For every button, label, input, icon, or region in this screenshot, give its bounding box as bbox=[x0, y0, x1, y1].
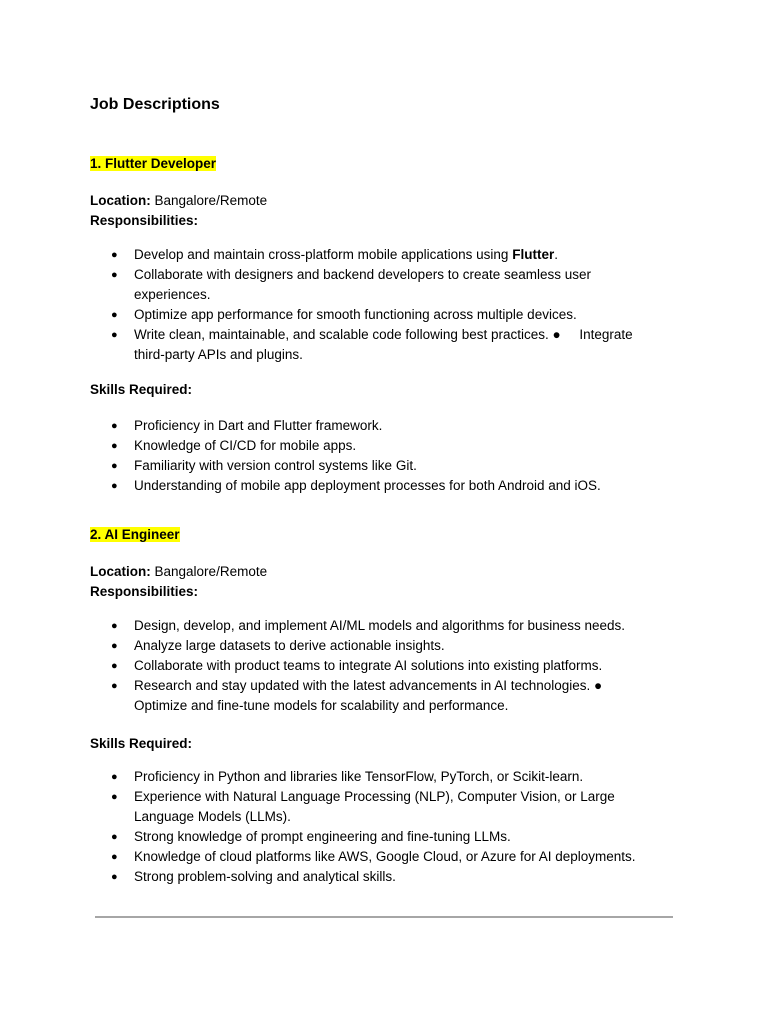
list-item-text: Strong knowledge of prompt engineering and fine-tuning LLMs. bbox=[134, 829, 511, 844]
job-heading-flutter bbox=[90, 155, 216, 173]
job-heading-ai-engineer bbox=[90, 526, 180, 544]
list-item-text: Proficiency in Dart and Flutter framework. bbox=[134, 418, 383, 433]
job-meta-flutter bbox=[90, 191, 690, 231]
bullet-icon: ● bbox=[111, 871, 118, 883]
bullet-icon: ● bbox=[111, 640, 118, 652]
list-item bbox=[90, 847, 650, 867]
list-item bbox=[90, 476, 650, 496]
list-item bbox=[90, 827, 650, 847]
list-item-text: Optimize app performance for smooth functioning across multiple devices. bbox=[134, 307, 577, 322]
list-item bbox=[90, 656, 650, 676]
bullet-icon: ● bbox=[111, 771, 118, 783]
list-item bbox=[90, 265, 650, 305]
bullet-icon: ● bbox=[111, 831, 118, 843]
list-item-text: Write clean, maintainable, and scalable code following best practices. ● Integrate third-party APIs and plugins. bbox=[134, 327, 633, 362]
list-item-text: Collaborate with product teams to integrate AI solutions into existing platforms. bbox=[134, 658, 603, 673]
skills-label: Skills Required: bbox=[90, 382, 193, 397]
list-item bbox=[90, 305, 650, 325]
skills-label: Skills Required: bbox=[90, 736, 193, 751]
location-line bbox=[90, 562, 690, 582]
list-item bbox=[90, 787, 650, 827]
location-label: Location: bbox=[90, 564, 151, 579]
skills-list bbox=[90, 767, 650, 887]
responsibilities-label bbox=[90, 582, 690, 602]
skills-list bbox=[90, 416, 650, 496]
bullet-icon: ● bbox=[111, 269, 118, 281]
job-heading-text: 2. AI Engineer bbox=[90, 527, 180, 542]
bullet-icon: ● bbox=[111, 249, 118, 261]
bullet-icon: ● bbox=[111, 791, 118, 803]
list-item bbox=[90, 867, 650, 887]
list-item bbox=[90, 456, 650, 476]
bullet-icon: ● bbox=[111, 329, 118, 341]
job-meta-ai-engineer bbox=[90, 562, 690, 602]
list-item bbox=[90, 616, 650, 636]
list-item bbox=[90, 636, 650, 656]
list-item: ● Develop and maintain cross-platform mobile applications using Flutter. bbox=[90, 245, 650, 265]
bullet-icon: ● bbox=[111, 851, 118, 863]
responsibilities-list bbox=[90, 245, 650, 365]
list-item-text: Familiarity with version control systems like Git. bbox=[134, 458, 417, 473]
list-item bbox=[90, 325, 650, 365]
bullet-icon: ● bbox=[111, 440, 118, 452]
list-item bbox=[90, 767, 650, 787]
responsibilities-label-text: Responsibilities: bbox=[90, 213, 199, 228]
responsibilities-label bbox=[90, 211, 690, 231]
bullet-icon: ● bbox=[111, 309, 118, 321]
list-item-text: Design, develop, and implement AI/ML models and algorithms for business needs. bbox=[134, 618, 626, 633]
bullet-icon: ● bbox=[111, 420, 118, 432]
list-item bbox=[90, 436, 650, 456]
bullet-icon: ● bbox=[111, 680, 118, 692]
bullet-icon: ● bbox=[111, 620, 118, 632]
bullet-icon: ● bbox=[111, 660, 118, 672]
list-item bbox=[90, 676, 650, 716]
list-item-text: Analyze large datasets to derive actionable insights. bbox=[134, 638, 445, 653]
list-item bbox=[90, 416, 650, 436]
horizontal-divider bbox=[95, 916, 673, 918]
page-title: Job Descriptions bbox=[90, 96, 220, 113]
list-item-text: Develop and maintain cross-platform mobile applications using bbox=[134, 247, 513, 262]
list-item-text: Strong problem-solving and analytical skills. bbox=[134, 869, 396, 884]
responsibilities-label-text: Responsibilities: bbox=[90, 584, 199, 599]
emphasis-text: Flutter bbox=[512, 247, 555, 262]
bullet-icon: ● bbox=[111, 460, 118, 472]
list-item-text: Knowledge of cloud platforms like AWS, Google Cloud, or Azure for AI deployments. bbox=[134, 849, 636, 864]
location-label: Location: bbox=[90, 193, 151, 208]
bullet-icon: ● bbox=[111, 480, 118, 492]
list-item-text: Proficiency in Python and libraries like TensorFlow, PyTorch, or Scikit-learn. bbox=[134, 769, 584, 784]
list-item-text: Understanding of mobile app deployment processes for both Android and iOS. bbox=[134, 478, 601, 493]
location-line bbox=[90, 191, 690, 211]
location-value: Bangalore/Remote bbox=[154, 193, 268, 208]
job-heading-text: 1. Flutter Developer bbox=[90, 156, 217, 171]
list-item-text: Experience with Natural Language Processing (NLP), Computer Vision, or Large Language Models (LLMs). bbox=[134, 789, 615, 824]
list-item-text: Knowledge of CI/CD for mobile apps. bbox=[134, 438, 357, 453]
list-item-text: Research and stay updated with the latest advancements in AI technologies. ● Optimize and fine-tune models for scalability and performance. bbox=[134, 678, 603, 713]
responsibilities-list bbox=[90, 616, 650, 716]
list-item-text: Collaborate with designers and backend developers to create seamless user experiences. bbox=[134, 267, 592, 302]
location-value: Bangalore/Remote bbox=[154, 564, 268, 579]
